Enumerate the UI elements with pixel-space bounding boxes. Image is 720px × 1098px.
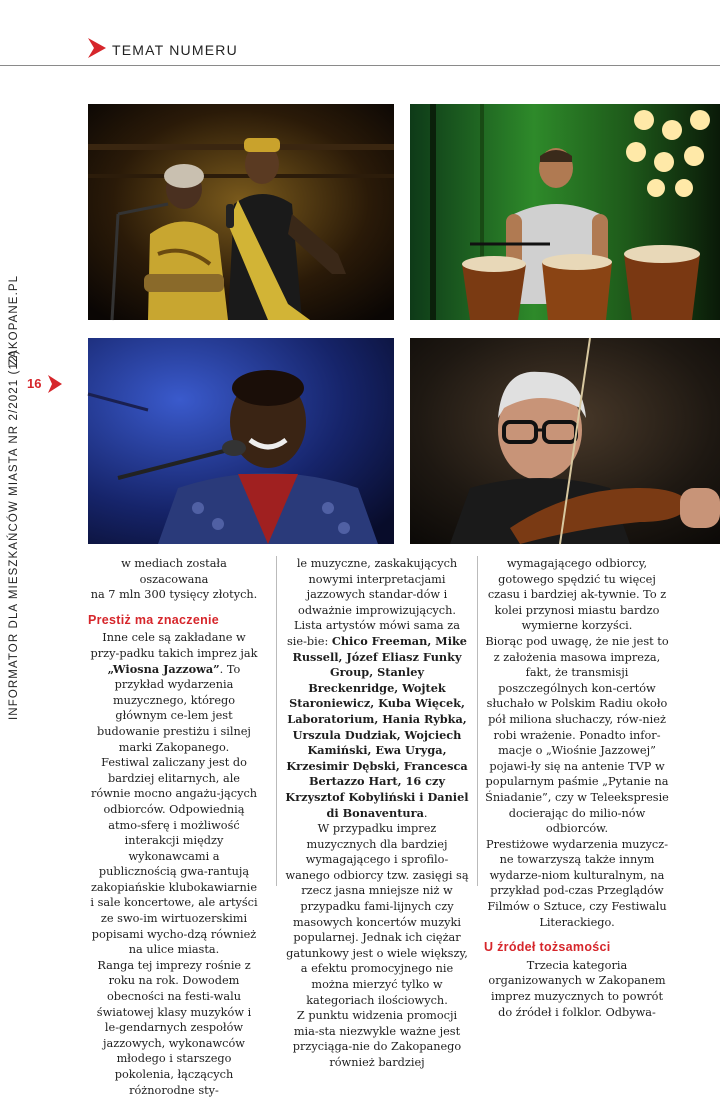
- paragraph: W przypadku imprez muzycznych dla bardziej wymagającego i sprofilo-wanego odbiorcy tzw. zasięgi są rzecz jasna mniejsze niż w przypadku fami-lijnych czy masowych koncertów muzyki popularnej. Jednak ich ciężar gatunkowy jest o wiele większy, a efektu promocyjnego nie można mierzyć tylko w kategoriach ilościowych.: [285, 822, 469, 1007]
- page-number-marker: [0, 374, 64, 394]
- paragraph: Lista artystów mówi sama za sie-bie: Chico Freeman, Mike Russell, Józef Eliasz Funky Group, Stanley Breckenridge, Wojtek Staroniewicz, Kuba Więcek, Laboratorium, Hania Rybka, Urszula Dudziak, Wojciech Kamiński, Ewa Uryga, Krzesimir Dębski, Francesca Bertazzo Hart, 16 czy Krzysztof Kobyliński i Daniel di Bonaventura.: [285, 619, 469, 820]
- paragraph: Inne cele są zakładane w przy-padku takich imprez jak „Wiosna Jazzowa”. To przykład wydarzenia muzycznego, którego głównym ce-lem jest budowanie prestiżu i silnej marki Zakopanego.: [90, 631, 258, 754]
- page-number: 16: [27, 376, 42, 391]
- photo-singer-microphone: [88, 338, 394, 544]
- column-divider: [477, 556, 478, 886]
- column-divider: [276, 556, 277, 886]
- paragraph: Festiwal zaliczany jest do bardziej elitarnych, ale równie mocno angażu-jących odbiorców. Odpowiednią atmo-sferę i możliwość interakcji między wykonawcami a publicznością gwa-rantują zakopiańskie klubokawiarnie i sale koncertowe, ale artyści ze swo-im wirtuozerskimi popisami wycho-dzą również na ulice miasta.: [90, 756, 258, 957]
- paragraph: Ranga tej imprezy rośnie z roku na rok. Dowodem obecności na festi-walu światowej klasy muzyków i le-gendarnych zespołów jazzowych, wykonawców młodego i starszego pokolenia, łączących różnorodne sty-: [96, 958, 252, 1097]
- article-column-2: [284, 556, 470, 1071]
- chevron-right-icon: [48, 375, 62, 393]
- website-label: ZAKOPANE.PL: [8, 274, 20, 366]
- issue-info: INFORMATOR DLA MIESZKAŃCÓW MIASTA NR 2/2021 (12): [8, 349, 20, 720]
- section-title: TEMAT NUMERU: [112, 42, 238, 58]
- article-column-3: [484, 556, 670, 1020]
- paragraph: w mediach została oszacowana na 7 mln 300 tysięcy złotych.: [90, 557, 258, 602]
- photo-percussionist: [410, 104, 720, 320]
- header-divider: [0, 65, 720, 66]
- section-heading: Prestiż ma znaczenie: [88, 612, 220, 627]
- paragraph: Prestiżowe wydarzenia muzycz-ne towarzyszą także innym wydarze-niom kulturalnym, na przykład pod-czas Przeglądów Filmów o Sztuce, czy Festiwalu Literackiego.: [485, 837, 669, 929]
- photo-violinist: [410, 338, 720, 544]
- paragraph: Biorąc pod uwagę, że nie jest to z założenia masowa impreza, fakt, że transmisji poszczególnych kon-certów słuchało w Polskim Radiu około pół miliona słuchaczy, rów-nież robi wrażenie. Ponadto infor-macje o „Wiośnie Jazzowej” pojawi-ły się na antenie TVP w popularnym paśmie „Pytanie na Śniadanie”, czy w Teleekspresie docierając do milio-nów odbiorców.: [485, 634, 669, 836]
- paragraph: Z punktu widzenia promocji mia-sta niezwykle ważne jest przyciąga-nie do Zakopanego również bardziej: [292, 1009, 462, 1069]
- article-column-1: [88, 556, 260, 1098]
- paragraph: le muzyczne, zaskakujących nowymi interpretacjami jazzowych standar-dów i odważnie improwizujących.: [296, 557, 458, 617]
- photo-singers-on-stage: [88, 104, 394, 320]
- section-heading: U źródeł tożsamości: [484, 940, 611, 955]
- paragraph: Trzecia kategoria organizowanych w Zakopanem imprez muzycznych to powrót do źródeł i folklor. Odbywa-: [488, 958, 666, 1019]
- chevron-right-icon: [88, 38, 106, 58]
- page-header: [0, 0, 720, 66]
- paragraph: wymagającego odbiorcy, gotowego spędzić tu więcej czasu i bardziej ak-tywnie. To z kolei przynosi miastu bardzo wymierne korzyści.: [487, 557, 667, 633]
